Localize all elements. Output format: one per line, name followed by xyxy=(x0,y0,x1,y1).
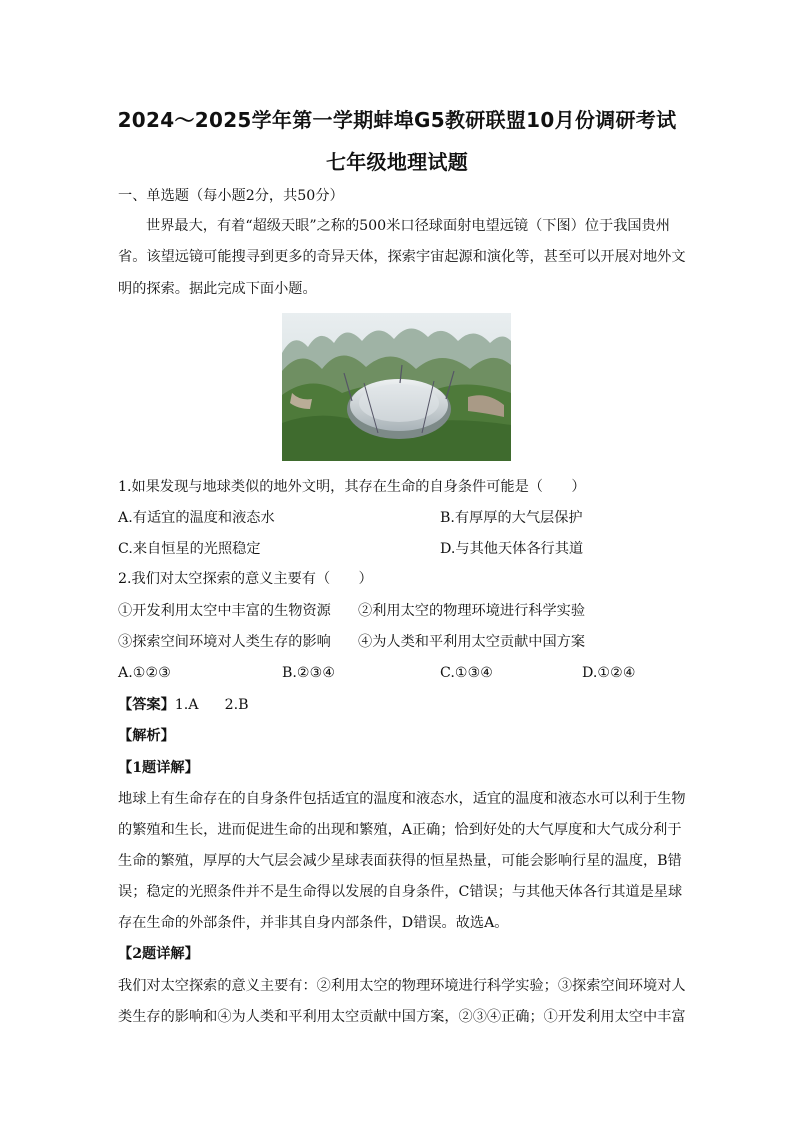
passage-line-1: 世界最大，有着“超级天眼”之称的500米口径球面射电望远镜（下图）位于我国贵州 xyxy=(146,218,670,234)
exam-subtitle: 七年级地理试题 xyxy=(325,150,469,174)
answer-q1: 1.A xyxy=(174,697,199,713)
q2-option-c: C.①③④ xyxy=(440,665,494,681)
detail-2-line: 类生存的影响和④为人类和平利用太空贡献中国方案，②③④正确；①开发利用太空中丰富 xyxy=(118,1009,686,1025)
q2-statement-1: ①开发利用太空中丰富的生物资源 xyxy=(118,603,331,619)
q2-option-d: D.①②④ xyxy=(582,665,636,681)
detail-1-line: 地球上有生命存在的自身条件包括适宜的温度和液态水，适宜的温度和液态水可以利于生物 xyxy=(118,791,686,807)
q1-option-d: D.与其他天体各行其道 xyxy=(440,541,584,557)
question-1-stem: 1.如果发现与地球类似的地外文明，其存在生命的自身条件可能是（ ） xyxy=(118,479,586,495)
q1-option-c: C.来自恒星的光照稳定 xyxy=(118,541,261,557)
section-heading: 一、单选题（每小题2分，共50分） xyxy=(118,188,344,204)
exam-title: 2024～2025学年第一学期蚌埠G5教研联盟10月份调研考试 xyxy=(117,108,677,132)
analysis-label: 【解析】 xyxy=(118,728,175,744)
q2-option-b: B.②③④ xyxy=(282,665,336,681)
question-2-stem: 2.我们对太空探索的意义主要有（ ） xyxy=(118,571,373,587)
passage-line-3: 明的探索。据此完成下面小题。 xyxy=(118,281,317,297)
q2-statement-4: ④为人类和平利用太空贡献中国方案 xyxy=(358,634,586,650)
detail-1-line: 误；稳定的光照条件并不是生命得以发展的自身条件，C错误；与其他天体各行其道是星球 xyxy=(118,884,683,900)
detail-2-label: 【2题详解】 xyxy=(118,946,199,962)
q1-option-a: A.有适宜的温度和液态水 xyxy=(118,510,275,526)
detail-1-line: 存在生命的外部条件，并非其自身内部条件，D错误。故选A。 xyxy=(118,915,509,931)
detail-2-line: 我们对太空探索的意义主要有：②利用太空的物理环境进行科学实验；③探索空间环境对人 xyxy=(118,978,686,994)
q1-option-b: B.有厚厚的大气层保护 xyxy=(440,510,583,526)
q2-statement-3: ③探索空间环境对人类生存的影响 xyxy=(118,634,331,650)
q2-statement-2: ②利用太空的物理环境进行科学实验 xyxy=(358,603,586,619)
answer-q2: 2.B xyxy=(224,697,249,713)
answer-line xyxy=(118,695,249,715)
telescope-photo xyxy=(282,313,511,461)
detail-1-line: 生命的繁殖，厚厚的大气层会减少星球表面获得的恒星热量，可能会影响行星的温度，B错 xyxy=(118,853,682,869)
q2-option-a: A.①②③ xyxy=(118,665,171,681)
answer-label: 【答案】 xyxy=(118,697,175,713)
detail-1-line: 的繁殖和生长，进而促进生命的出现和繁殖，A正确；恰到好处的大气厚度和大气成分利于 xyxy=(118,822,682,838)
detail-1-label: 【1题详解】 xyxy=(118,760,199,776)
passage-line-2: 省。该望远镜可能搜寻到更多的奇异天体，探索宇宙起源和演化等，甚至可以开展对地外文 xyxy=(118,249,686,265)
